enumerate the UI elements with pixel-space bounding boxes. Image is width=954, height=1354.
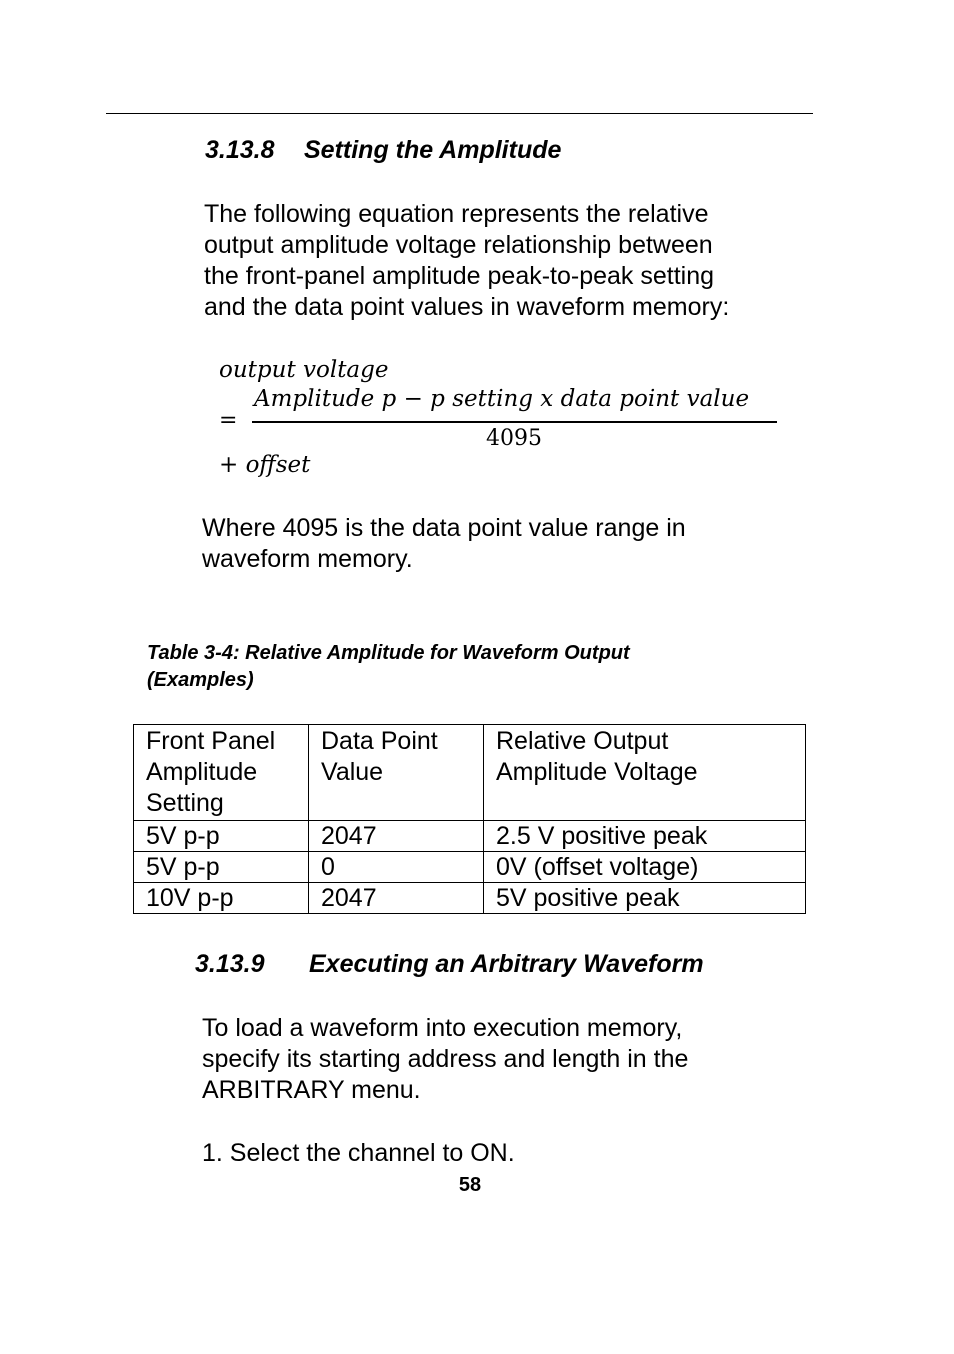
- range-note: [202, 513, 686, 575]
- equation-denominator: 4095: [486, 426, 542, 451]
- paragraph-line: Where 4095 is the data point value range in: [202, 514, 686, 542]
- header-line: Relative Output: [496, 727, 669, 755]
- equation-lhs: output voltage: [219, 357, 389, 383]
- header-line: Amplitude Voltage: [496, 758, 698, 786]
- cell-data-point: 0: [309, 852, 484, 883]
- paragraph-line: and the data point values in waveform memory:: [204, 293, 730, 321]
- table-caption: [147, 640, 630, 694]
- caption-line: Table 3-4: Relative Amplitude for Waveform Output: [147, 642, 630, 664]
- header-line: Setting: [146, 789, 224, 817]
- paragraph-line: output amplitude voltage relationship between: [204, 231, 713, 259]
- section-heading-3-13-9: [195, 950, 704, 979]
- table-row: [134, 821, 806, 852]
- header-line: Value: [321, 758, 384, 786]
- cell-amplitude: 5V p-p: [134, 852, 309, 883]
- header-rule: [106, 113, 813, 114]
- section-number: 3.13.9: [195, 950, 265, 978]
- cell-data-point: 2047: [309, 821, 484, 852]
- equation-offset: + offset: [219, 452, 311, 478]
- equation-equals: =: [219, 408, 238, 433]
- cell-output: 5V positive peak: [484, 883, 806, 914]
- header-line: Data Point: [321, 727, 438, 755]
- amplitude-table: [133, 724, 806, 914]
- equation-numerator: Amplitude p − p setting x data point value: [254, 386, 750, 412]
- paragraph-line: waveform memory.: [202, 545, 413, 573]
- cell-amplitude: 5V p-p: [134, 821, 309, 852]
- cell-data-point: 2047: [309, 883, 484, 914]
- page-number: 58: [458, 1174, 482, 1196]
- execution-paragraph: [202, 1013, 688, 1106]
- cell-amplitude: 10V p-p: [134, 883, 309, 914]
- paragraph-line: the front-panel amplitude peak-to-peak setting: [204, 262, 715, 290]
- paragraph-line: specify its starting address and length in the: [202, 1045, 689, 1073]
- cell-output: 0V (offset voltage): [484, 852, 806, 883]
- section-number: 3.13.8: [205, 136, 275, 164]
- header-line: Amplitude: [146, 758, 258, 786]
- header-relative-output: [484, 725, 806, 821]
- header-line: Front Panel: [146, 727, 276, 755]
- cell-output: 2.5 V positive peak: [484, 821, 806, 852]
- table-header-row: [134, 725, 806, 821]
- paragraph-line: ARBITRARY menu.: [202, 1076, 421, 1104]
- fraction-bar: [252, 421, 777, 423]
- section-heading-3-13-8: [205, 136, 561, 165]
- table-row: [134, 883, 806, 914]
- paragraph-line: The following equation represents the relative: [204, 200, 709, 228]
- intro-paragraph: [204, 199, 729, 323]
- step-1: [202, 1138, 515, 1169]
- step-text: 1. Select the channel to ON.: [202, 1139, 515, 1167]
- header-data-point: [309, 725, 484, 821]
- table-row: [134, 852, 806, 883]
- header-front-panel: [134, 725, 309, 821]
- section-title: Setting the Amplitude: [304, 136, 562, 164]
- paragraph-line: To load a waveform into execution memory,: [202, 1014, 683, 1042]
- section-title: Executing an Arbitrary Waveform: [309, 950, 704, 978]
- caption-line: (Examples): [147, 669, 254, 691]
